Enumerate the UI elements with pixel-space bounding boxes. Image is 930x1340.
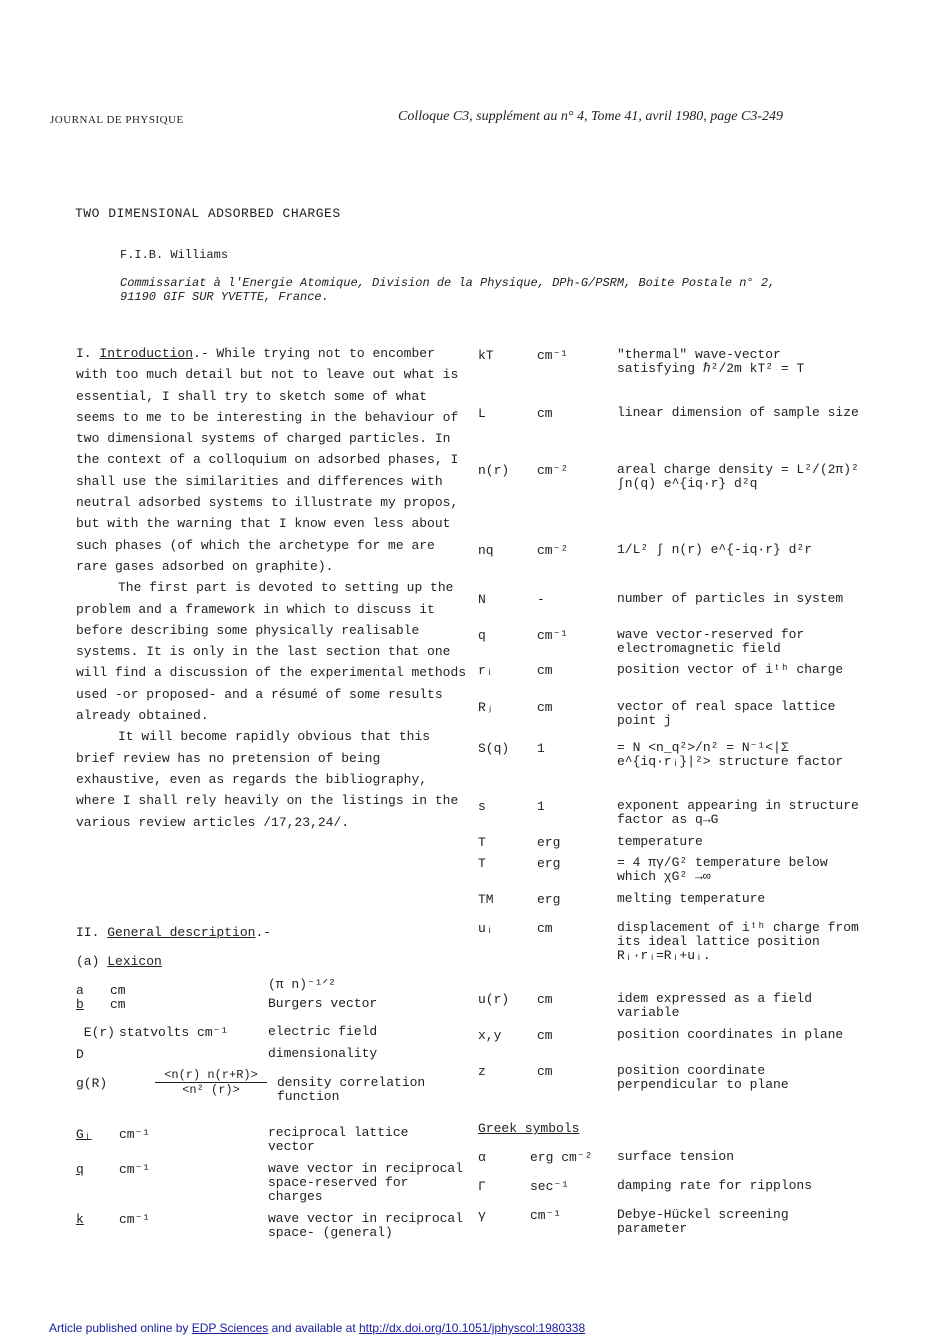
lex-right-desc: number of particles in system	[617, 591, 844, 606]
lex-right-sym: T	[478, 835, 486, 850]
greek-unit: erg cm⁻²	[530, 1150, 593, 1165]
lex-right-sym: x,y	[478, 1028, 502, 1043]
lex-right-sym: rᵢ	[478, 663, 494, 678]
lex-right-unit: cm	[537, 992, 553, 1007]
formula-numerator: <n(r) n(r+R)>	[155, 1068, 267, 1083]
lex-right-desc: displacement of iᵗʰ charge from its ideal lattice position Rᵢ·rᵢ=Rᵢ+uᵢ.	[617, 920, 859, 963]
lex-left-desc: (π n)⁻¹ᐟ²	[268, 977, 336, 992]
lex-right-sym: nq	[478, 543, 494, 558]
lex-right-unit: cm⁻¹	[537, 348, 569, 363]
lex-right-sym: q	[478, 628, 486, 643]
section-2-heading	[76, 925, 271, 940]
lex-right-sym: uᵢ	[478, 921, 494, 936]
lex-right-unit: 1	[537, 799, 545, 814]
lex-left-unit: cm⁻¹	[119, 1127, 151, 1142]
lex-right-desc: = 4 πγ/G² temperature below which χG² →∞	[617, 855, 828, 884]
lex-right-desc: areal charge density = L²/(2π)² ∫n(q) e^{iq·r} d²q	[617, 462, 859, 491]
lex-right-unit: cm⁻²	[537, 463, 569, 478]
lex-right-sym: L	[478, 406, 486, 421]
lex-right-unit: cm	[537, 406, 553, 421]
lex-right-unit: cm	[537, 921, 553, 936]
lex-left-sym: b	[76, 997, 84, 1012]
lex-right-sym: n(r)	[478, 463, 510, 478]
intro-paragraph-1	[76, 343, 471, 577]
footer-mid: and available at	[268, 1321, 359, 1335]
lex-right-desc: linear dimension of sample size	[617, 405, 859, 420]
edp-link[interactable]: EDP Sciences	[191, 1321, 269, 1335]
lex-left-sym: Gᵢ	[76, 1127, 92, 1142]
lex-right-desc: position coordinate perpendicular to plane	[617, 1063, 789, 1092]
lex-right-desc: position vector of iᵗʰ charge	[617, 662, 844, 677]
lex-right-sym: T	[478, 856, 486, 871]
lex-left-unit: cm	[110, 983, 126, 998]
intro-paragraph-2: The first part is devoted to setting up the problem and a framework in which to discuss it before describing some physically realisable systems. It is only in the last section that one will find a discussion of the experimental methods used -or proposed- and a résumé of some results already obtained.	[76, 580, 467, 724]
lex-right-unit: -	[537, 592, 545, 607]
issue-info: Colloque C3, supplément au n° 4, Tome 41, avril 1980, page C3-249	[398, 109, 784, 124]
lex-right-unit: cm	[537, 1028, 553, 1043]
intro-heading-prefix: I.	[76, 346, 100, 361]
lex-right-sym: kT	[478, 348, 494, 363]
lex-left-desc: wave vector in reciprocal space- (general)	[268, 1211, 464, 1240]
greek-unit: cm⁻¹	[530, 1208, 562, 1223]
greek-sym: Γ	[478, 1179, 486, 1194]
introduction-body	[76, 343, 471, 833]
lex-left-unit: cm	[110, 997, 126, 1012]
lex-right-unit: cm	[537, 700, 553, 715]
intro-paragraph-3: It will become rapidly obvious that this brief review has no pretension of being exhaustive, even as regards the bibliography, where I shall rely heavily on the listings in the various review articles /17,23,24/.	[76, 729, 459, 830]
lex-right-unit: erg	[537, 835, 561, 850]
lex-right-sym: z	[478, 1064, 486, 1079]
lex-left-unit: statvolts cm⁻¹	[119, 1025, 229, 1040]
lex-right-sym: u(r)	[478, 992, 510, 1007]
lex-right-desc: "thermal" wave-vector satisfying ℏ²/2m kT² = T	[617, 347, 805, 376]
author: F.I.B. Williams	[120, 248, 229, 262]
lex-right-sym: N	[478, 592, 486, 607]
lex-left-desc: wave vector in reciprocal space-reserved for charges	[268, 1161, 464, 1204]
lex-right-unit: cm⁻²	[537, 543, 569, 558]
lex-right-desc: position coordinates in plane	[617, 1027, 844, 1042]
lex-left-unit: cm⁻¹	[119, 1212, 151, 1227]
formula-denominator: <n² (r)>	[182, 1083, 240, 1097]
lex-left-desc: dimensionality	[268, 1046, 378, 1061]
greek-sym: γ	[478, 1208, 486, 1223]
lex-right-unit: cm	[537, 663, 553, 678]
intro-heading: Introduction	[99, 346, 194, 361]
lex-right-unit: 1	[537, 741, 545, 756]
greek-sym: α	[478, 1150, 486, 1165]
affiliation-line2: 91190 GIF SUR YVETTE, France.	[120, 290, 329, 304]
greek-desc: Debye-Hückel screening parameter	[617, 1207, 789, 1236]
lexicon-prefix: (a)	[76, 954, 108, 969]
greek-desc: damping rate for ripplons	[617, 1178, 813, 1193]
affiliation-line1: Commissariat à l'Energie Atomique, Division de la Physique, DPh-G/PSRM, Boite Postale n° 2,	[120, 276, 776, 290]
lex-left-sym: q	[76, 1162, 84, 1177]
lex-left-sym: a	[76, 983, 84, 998]
greek-desc: surface tension	[617, 1149, 735, 1164]
lex-right-unit: cm	[537, 1064, 553, 1079]
lex-left-desc: density correlation function	[277, 1075, 426, 1104]
greek-symbols-heading: Greek symbols	[478, 1121, 580, 1136]
article-title: TWO DIMENSIONAL ADSORBED CHARGES	[75, 206, 341, 221]
lex-left-desc: Burgers vector	[268, 996, 378, 1011]
lex-right-unit: erg	[537, 892, 561, 907]
lex-right-desc: exponent appearing in structure factor as q→G	[617, 798, 859, 827]
lex-left-sym: E(r)	[83, 1025, 115, 1040]
lex-right-unit: erg	[537, 856, 561, 871]
lex-right-sym: S(q)	[478, 741, 510, 756]
lex-right-desc: 1/L² ∫ n(r) e^{-iq·r} d²r	[617, 542, 813, 557]
lex-left-unit: cm⁻¹	[119, 1162, 151, 1177]
lex-right-desc: melting temperature	[617, 891, 766, 906]
doi-link[interactable]: http://dx.doi.org/10.1051/jphyscol:1980338	[358, 1321, 586, 1335]
lex-left-sym: k	[76, 1212, 84, 1227]
lexicon-title: Lexicon	[107, 954, 162, 969]
lex-right-sym: Rⱼ	[478, 700, 494, 715]
lex-right-desc: temperature	[617, 834, 703, 849]
lex-right-desc: = N <n_q²>/n² = N⁻¹<|Σ e^{iq·rᵢ}|²> structure factor	[617, 740, 844, 769]
greek-unit: sec⁻¹	[530, 1179, 570, 1194]
lex-right-desc: idem expressed as a field variable	[617, 991, 813, 1020]
lex-right-sym: s	[478, 799, 486, 814]
lex-right-desc: vector of real space lattice point j	[617, 699, 836, 728]
affiliation	[120, 276, 820, 304]
footer	[49, 1321, 585, 1335]
lex-right-unit: cm⁻¹	[537, 628, 569, 643]
lex-right-desc: wave vector-reserved for electromagnetic field	[617, 627, 805, 656]
sec2-title: General description	[107, 925, 256, 940]
density-correlation-formula	[155, 1068, 267, 1097]
journal-name: JOURNAL DE PHYSIQUE	[50, 114, 184, 126]
intro-text-1: .- While trying not to encomber with too much detail but not to leave out what is essential, I shall try to sketch some of what seems to me to be interesting in the behaviour of two dimensional systems of charged particles. In the context of a colloquium on adsorbed phases, I shall use the similarities and differences with neutral adsorbed systems to illustrate my propos, but with the warning that I know even less about such phases (of which the archetype for me are rare gases adsorbed on graphite).	[76, 346, 459, 574]
lexicon-heading	[76, 954, 162, 969]
lex-left-sym: D	[76, 1047, 84, 1062]
lex-left-desc: electric field	[268, 1024, 378, 1039]
lex-right-sym: TM	[478, 892, 494, 907]
footer-pre: Article published online by	[49, 1321, 192, 1335]
sec2-suffix: .-	[255, 925, 272, 940]
lex-left-desc: reciprocal lattice vector	[268, 1125, 409, 1154]
lex-left-sym: g(R)	[76, 1076, 108, 1091]
sec2-prefix: II.	[76, 925, 108, 940]
